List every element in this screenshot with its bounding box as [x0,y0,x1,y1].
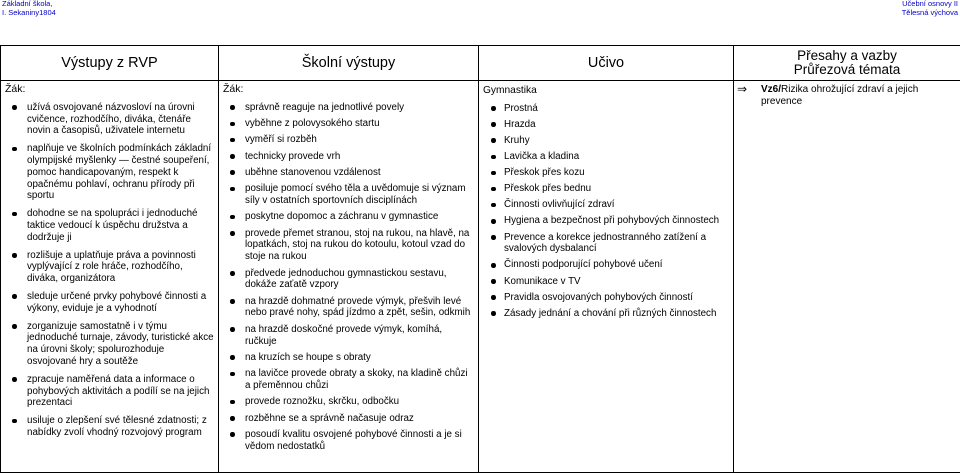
subject-name: Tělesná výchova [902,9,958,18]
topic-code: Vz6/ [761,84,781,95]
presahy-title: Přesahy a vazby [734,49,960,63]
list-item: na hrazdě dohmatné provede výmyk, přešvih levé nebo pravé nohy, spád jízdmo a zpět, sešin, odkmih [223,296,474,320]
list-item: dohodne se na spolupráci i jednoduché taktice vedoucí k úspěchu družstva a dodržuje ji [5,208,214,243]
table-header-row [1,46,960,81]
list-item: provede přemet stranou, stoj na rukou, na hlavě, na lopatkách, stoj na rukou do kotoulu, kotoul vzad do stoje na rukou [223,228,474,263]
list-item: Hygiena a bezpečnost při pohybových činnostech [483,215,729,227]
ucivo-list [483,103,729,320]
list-item: na hrazdě doskočné provede výmyk, komíhá, ručkuje [223,324,474,348]
list-item: technicky provede vrh [223,151,474,163]
table-body-row [1,81,960,473]
curriculum-table [0,45,960,473]
section-gymnastika: Gymnastika [483,85,729,97]
rvp-cell [1,81,219,473]
skolni-cell [219,81,479,473]
list-item: zpracuje naměřená data a informace o pohybových aktivitách a podílí se na jejich prezentaci [5,374,214,409]
list-item: rozlišuje a uplatňuje práva a povinnosti vyplývající z role hráče, rozhodčího, diváka, organizátora [5,250,214,285]
ucivo-cell [479,81,734,473]
list-item: Přeskok přes bednu [483,183,729,195]
header-right [902,0,958,17]
list-item: na kruzích se houpe s obraty [223,352,474,364]
list-item: vyběhne z polovysokého startu [223,118,474,130]
list-item: užívá osvojované názvosloví na úrovni cvičence, rozhodčího, diváka, čtenáře novin a časopisů, uživatele internetu [5,102,214,137]
school-name: Základní škola, [2,0,56,9]
list-item: usiluje o zlepšení své tělesné zdatnosti; z nabídky zvolí vhodný rozvojový program [5,415,214,439]
list-item: Přeskok přes kozu [483,167,729,179]
list-item: Prevence a korekce jednostranného zatížení a svalových dysbalancí [483,232,729,256]
list-item: zorganizuje samostatně i v týmu jednoduché turnaje, závody, turistické akce na úrovni školy; spolurozhoduje osvojované hry a soutěže [5,321,214,368]
school-address: I. Sekaniny1804 [2,9,56,18]
document-type: Učební osnovy II [902,0,958,9]
rvp-list [5,102,214,439]
list-item: uběhne stanovenou vzdálenost [223,167,474,179]
list-item: poskytne dopomoc a záchranu v gymnastice [223,211,474,223]
list-item: vyměří si rozběh [223,134,474,146]
column-header-rvp: Výstupy z RVP [1,46,219,81]
skolni-list [223,102,474,453]
pupil-label: Žák: [5,84,214,96]
list-item: rozběhne se a správně načasuje odraz [223,413,474,425]
list-item: sleduje určené prvky pohybové činnosti a výkony, eviduje je a vyhodnotí [5,291,214,315]
list-item: Komunikace v TV [483,276,729,288]
list-item: na lavičce provede obraty a skoky, na kladině chůzi a přeměnnou chůzi [223,368,474,392]
column-header-skolni: Školní výstupy [219,46,479,81]
list-item: předvede jednoduchou gymnastickou sestavu, dokáže zaťatě vzpory [223,268,474,292]
list-item: Činnosti ovlivňující zdraví [483,199,729,211]
list-item: Činnosti podporující pohybové učení [483,259,729,271]
list-item: provede roznožku, skrčku, odbočku [223,396,474,408]
column-header-ucivo: Učivo [479,46,734,81]
column-header-presahy [734,46,960,81]
list-item: naplňuje ve školních podmínkách základní olympijské myšlenky — čestné soupeření, pomoc handicapovaným, respekt k opačnému pohlaví, ochranu přírody při sportu [5,143,214,202]
list-item: Kruhy [483,135,729,147]
list-item: Prostná [483,103,729,115]
double-arrow-icon: ⇒ [737,83,747,95]
presahy-cell [734,81,960,473]
list-item: posoudí kvalitu osvojené pohybové činnosti a je si vědom nedostatků [223,429,474,453]
list-item: Zásady jednání a chování při různých činnostech [483,308,729,320]
header-left [2,0,56,17]
list-item: posiluje pomocí svého těla a uvědomuje si význam síly v ostatních sportovních disciplínách [223,183,474,207]
prurezova-title: Průřezová témata [734,63,960,77]
list-item: správně reaguje na jednotlivé povely [223,102,474,114]
pupil-label: Žák: [223,84,474,96]
list-item: Pravidla osvojovaných pohybových činností [483,292,729,304]
list-item: Hrazda [483,119,729,131]
topic-text: Rizika ohrožující zdraví a jejich prevence [761,84,918,107]
cross-topic-entry [737,84,956,108]
list-item: Lavička a kladina [483,151,729,163]
